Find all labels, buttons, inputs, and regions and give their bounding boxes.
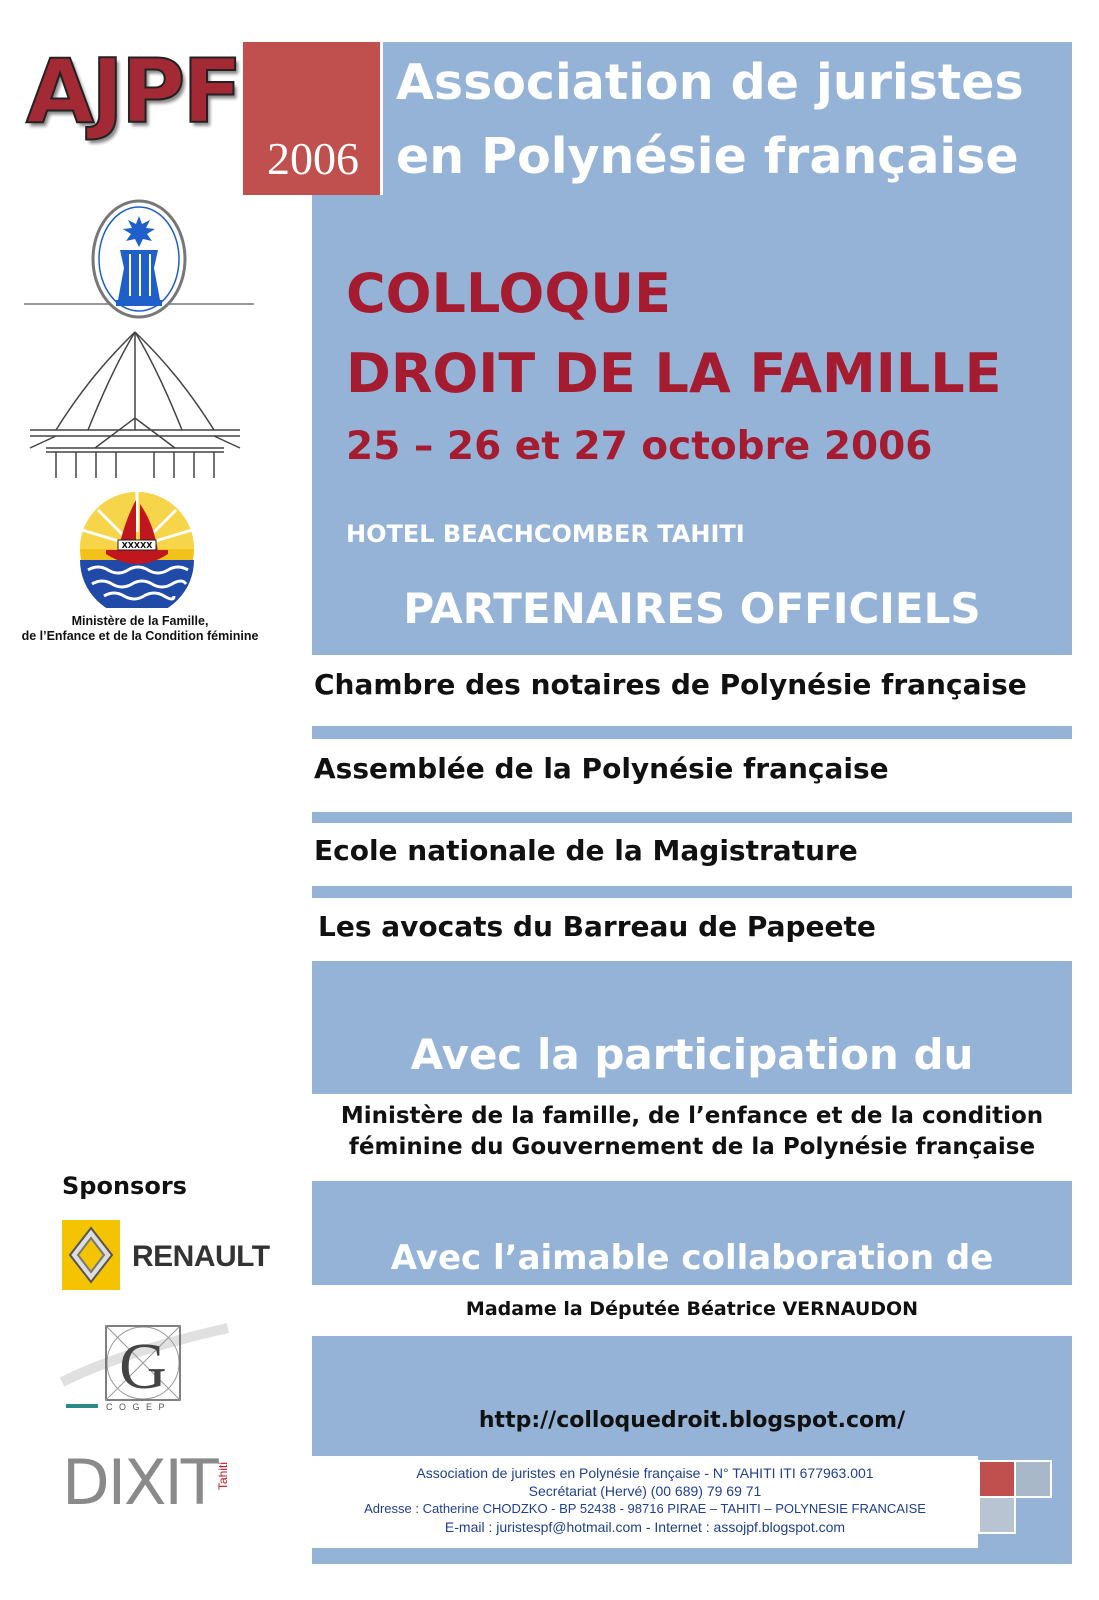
cogep-logo-icon (60, 1322, 230, 1412)
header-title-line1: Association de juristes (396, 54, 1024, 111)
partners-heading: PARTENAIRES OFFICIELS (403, 584, 981, 633)
cogep-wordmark: C O G E P (106, 1402, 167, 1412)
marianne-emblem-icon (90, 198, 188, 320)
partner-item-assemblee: Assemblée de la Polynésie française (314, 752, 889, 785)
divider-bar-1 (312, 726, 1072, 739)
renault-diamond-icon (68, 1226, 114, 1284)
dixit-wordmark: DIXIT (62, 1446, 217, 1519)
collaboration-heading: Avec l’aimable collaboration de (390, 1238, 994, 1278)
decor-square-grey-1 (1014, 1460, 1052, 1498)
footer-line-3: Adresse : Catherine CHODZKO - BP 52438 - 98716 PIRAE – TAHITI – POLYNESIE FRANCAISE (364, 1501, 926, 1516)
renault-wordmark: RENAULT (132, 1240, 270, 1273)
participation-heading: Avec la participation du (410, 1030, 974, 1079)
event-title-line2: DROIT DE LA FAMILLE (346, 342, 1002, 405)
svg-text:XXXXX: XXXXX (121, 541, 153, 550)
partner-item-avocats: Les avocats du Barreau de Papeete (318, 910, 876, 943)
event-dates: 25 – 26 et 27 octobre 2006 (346, 424, 933, 469)
event-title-line1: COLLOQUE (346, 262, 671, 325)
partner-item-magistrature: Ecole nationale de la Magistrature (314, 834, 858, 867)
assembly-building-icon (26, 330, 244, 480)
website-link[interactable]: http://colloquedroit.blogspot.com/ (478, 1408, 906, 1433)
polynesia-emblem-icon (78, 490, 196, 608)
ministry-caption-line2: de l’Enfance et de la Condition féminine (21, 629, 259, 643)
dixit-subtitle: Tahiti (216, 1461, 230, 1490)
decor-square-red (978, 1460, 1016, 1498)
footer-text (312, 1464, 978, 1536)
ministry-caption-line1: Ministère de la Famille, (71, 614, 209, 628)
footer-line-4: E-mail : juristespf@hotmail.com - Internet : assojpf.blogspot.com (444, 1519, 846, 1535)
participation-line1: Ministère de la famille, de l’enfance et de la condition (340, 1103, 1044, 1129)
divider-bar-3 (312, 886, 1072, 898)
event-venue: HOTEL BEACHCOMBER TAHITI (346, 520, 745, 548)
footer-line-2: Secrétariat (Hervé) (00 689) 79 69 71 (528, 1483, 762, 1499)
header-title-line2: en Polynésie française (396, 128, 1019, 185)
ajpf-logo: AJPF (26, 40, 240, 143)
logo-year: 2006 (267, 133, 359, 184)
ministry-caption (14, 614, 266, 644)
partner-item-notaires: Chambre des notaires de Polynésie française (314, 668, 1027, 701)
divider-bar-2 (312, 812, 1072, 823)
svg-text:G: G (119, 1330, 167, 1403)
footer-line-1: Association de juristes en Polynésie française - N° TAHITI ITI 677963.001 (416, 1465, 874, 1481)
collaboration-name: Madame la Députée Béatrice VERNAUDON (465, 1298, 919, 1320)
decor-square-grey-2 (978, 1496, 1016, 1534)
participation-line2: féminine du Gouvernement de la Polynésie française (348, 1134, 1036, 1160)
sponsors-heading: Sponsors (62, 1172, 187, 1200)
